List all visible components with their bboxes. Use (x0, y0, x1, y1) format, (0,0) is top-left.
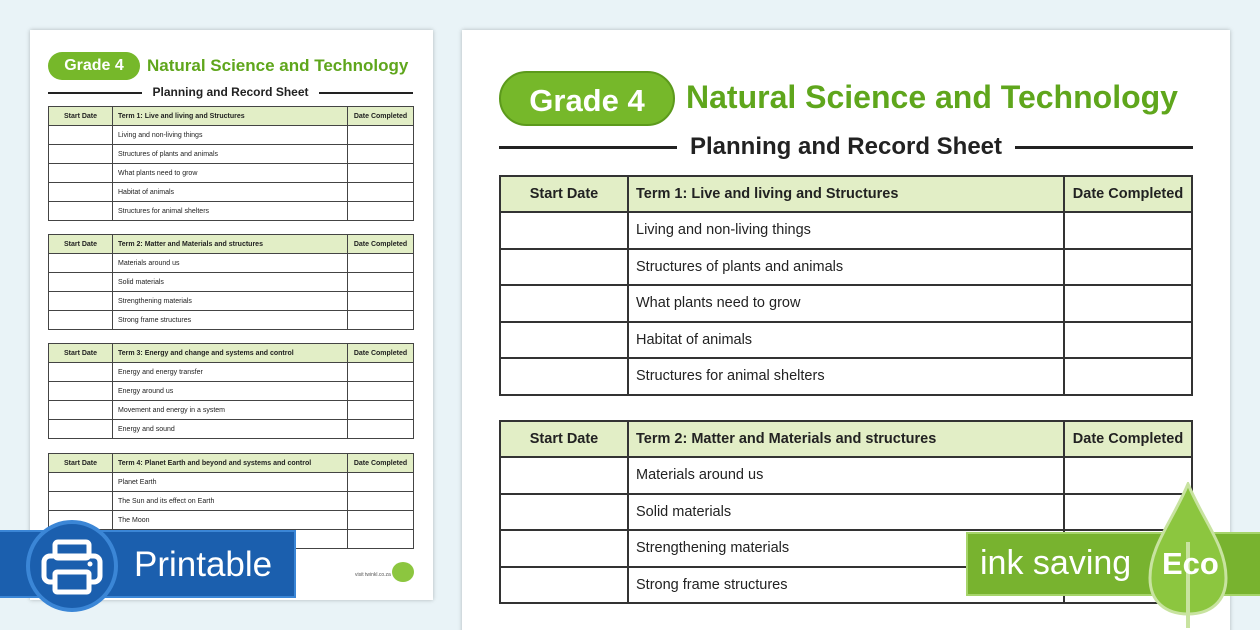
topic-cell: Materials around us (113, 254, 348, 273)
topic-cell: Solid materials (628, 494, 1064, 531)
term-table (499, 175, 1193, 396)
term-heading: Term 2: Matter and Materials and structures (113, 235, 348, 254)
term-heading: Term 4: Planet Earth and beyond and systems and control (113, 454, 348, 473)
term-heading: Term 2: Matter and Materials and structures (628, 421, 1064, 457)
start-date-header: Start Date (500, 176, 628, 212)
topic-cell: Strengthening materials (113, 292, 348, 311)
date-completed-header: Date Completed (348, 235, 414, 254)
topic-cell: Energy around us (113, 382, 348, 401)
subject-title: Natural Science and Technology (686, 79, 1178, 115)
topic-cell: Strengthening materials (628, 530, 1064, 567)
start-date-cell[interactable] (500, 530, 628, 567)
ink-saving-label: ink saving (980, 544, 1132, 582)
term-table (48, 343, 414, 439)
start-date-cell[interactable] (500, 457, 628, 494)
printable-label: Printable (134, 545, 273, 584)
footer-url: visit twinkl.co.za (355, 572, 391, 578)
printer-icon-circle (26, 520, 118, 612)
date-completed-header: Date Completed (1064, 421, 1192, 457)
term-heading: Term 1: Live and living and Structures (113, 107, 348, 126)
sheet-title: Planning and Record Sheet (152, 85, 309, 99)
start-date-cell[interactable] (500, 212, 628, 249)
topic-cell: Energy and sound (113, 420, 348, 439)
topic-cell: Structures for animal shelters (628, 358, 1064, 395)
start-date-header: Start Date (49, 344, 113, 363)
start-date-header: Start Date (49, 454, 113, 473)
date-completed-cell[interactable] (1064, 322, 1192, 359)
topic-cell: Living and non-living things (628, 212, 1064, 249)
twinkl-logo-icon (392, 562, 414, 582)
sheet-title: Planning and Record Sheet (689, 133, 1003, 160)
term-table (48, 234, 414, 330)
start-date-cell[interactable] (500, 249, 628, 286)
topic-cell: Movement and energy in a system (113, 401, 348, 420)
start-date-cell[interactable] (500, 285, 628, 322)
start-date-cell[interactable] (500, 567, 628, 604)
topic-cell: Planet Earth (113, 473, 348, 492)
topic-cell: Solid materials (113, 273, 348, 292)
printable-badge (0, 530, 296, 598)
start-date-header: Start Date (500, 421, 628, 457)
date-completed-header: Date Completed (348, 454, 414, 473)
date-completed-cell[interactable] (1064, 249, 1192, 286)
date-completed-cell[interactable] (1064, 358, 1192, 395)
start-date-cell[interactable] (500, 322, 628, 359)
topic-cell: Strong frame structures (628, 567, 1064, 604)
topic-cell: Strong frame structures (113, 311, 348, 330)
topic-cell: Structures of plants and animals (113, 145, 348, 164)
date-completed-cell[interactable] (1064, 285, 1192, 322)
term-heading: Term 1: Live and living and Structures (628, 176, 1064, 212)
topic-cell: Habitat of animals (628, 322, 1064, 359)
ink-saving-badge (966, 532, 1260, 596)
date-completed-header: Date Completed (348, 107, 414, 126)
topic-cell: Living and non-living things (113, 126, 348, 145)
subject-title: Natural Science and Technology (147, 56, 409, 75)
date-completed-header: Date Completed (1064, 176, 1192, 212)
start-date-header: Start Date (49, 235, 113, 254)
sheet-title-row (48, 83, 413, 101)
grade-pill: Grade 4 (48, 52, 140, 80)
grade-pill: Grade 4 (499, 71, 675, 126)
topic-cell: The Sun and its effect on Earth (113, 492, 348, 511)
start-date-header: Start Date (49, 107, 113, 126)
divider-line (1015, 146, 1193, 149)
topic-cell: Materials around us (628, 457, 1064, 494)
topic-cell: Structures for animal shelters (113, 202, 348, 221)
term-heading: Term 3: Energy and change and systems and control (113, 344, 348, 363)
divider-line (319, 92, 413, 94)
topic-cell: Energy and energy transfer (113, 363, 348, 382)
printer-icon (30, 524, 114, 608)
date-completed-header: Date Completed (348, 344, 414, 363)
topic-cell: Habitat of animals (113, 183, 348, 202)
start-date-cell[interactable] (500, 358, 628, 395)
preview-page-thumbnail (30, 30, 433, 600)
sheet-title-row (499, 130, 1193, 164)
date-completed-cell[interactable] (1064, 212, 1192, 249)
term-table (48, 106, 414, 221)
topic-cell: Structures of plants and animals (628, 249, 1064, 286)
topic-cell: The Moon (113, 511, 348, 530)
topic-cell: What plants need to grow (113, 164, 348, 183)
eco-label: Eco (1162, 546, 1219, 581)
topic-cell: What plants need to grow (628, 285, 1064, 322)
start-date-cell[interactable] (500, 494, 628, 531)
